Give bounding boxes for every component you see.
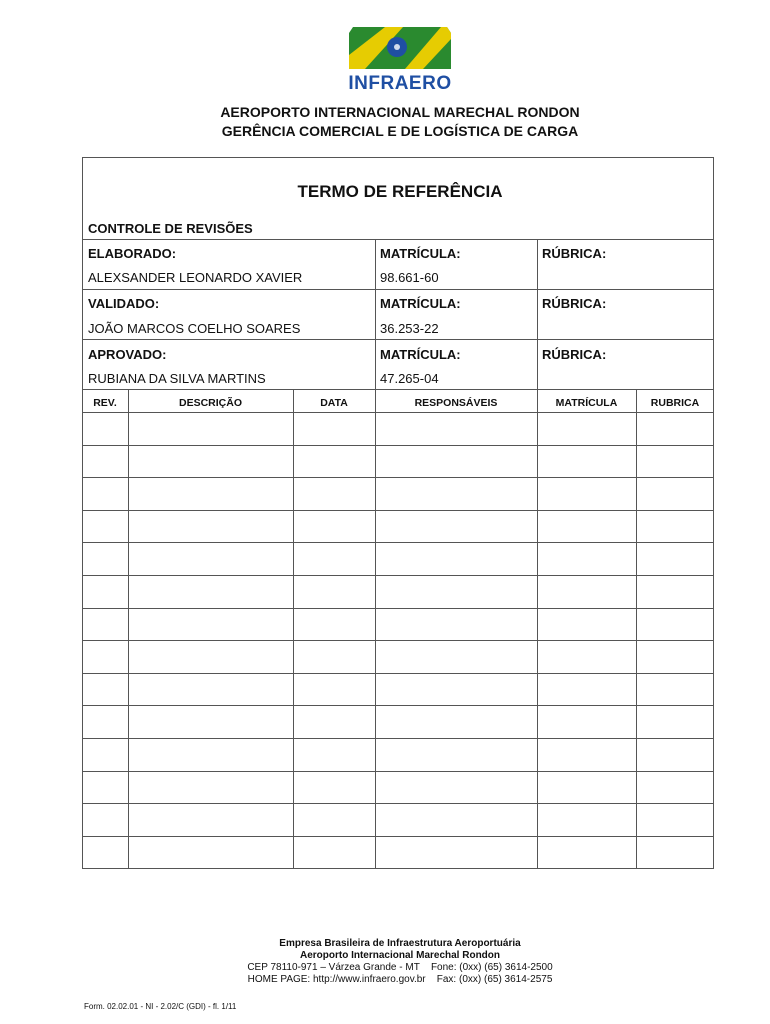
logo-emblem <box>345 25 455 73</box>
table-row-line <box>82 771 714 772</box>
table-row-line <box>82 575 714 576</box>
aprovado-matricula: 47.265-04 <box>380 371 439 386</box>
footer-airport: Aeroporto Internacional Marechal Rondon <box>299 950 501 961</box>
elaborado-label: ELABORADO: <box>88 246 177 261</box>
table-row-line <box>82 412 714 413</box>
table-row-line <box>82 803 714 804</box>
validado-label: VALIDADO: <box>88 296 160 311</box>
elaborado-matricula: 98.661-60 <box>380 270 439 285</box>
rubrica-label: RÚBRICA: <box>542 246 607 261</box>
divider <box>375 239 376 389</box>
table-row-line <box>82 673 714 674</box>
table-row-line <box>82 542 714 543</box>
table-column-line <box>293 389 294 869</box>
airport-name: AEROPORTO INTERNACIONAL MARECHAL RONDON <box>220 104 580 120</box>
footer-address-line <box>200 962 600 974</box>
divider <box>537 239 538 389</box>
matricula-label: MATRÍCULA: <box>380 246 461 261</box>
rubrica-label: RÚBRICA: <box>542 296 607 311</box>
form-code: Form. 02.02.01 - NI - 2.02/C (GDI) - fl. 1/11 <box>84 1002 237 1011</box>
table-row-line <box>82 640 714 641</box>
footer-address: CEP 78110-971 – Várzea Grande - MT <box>247 962 420 973</box>
aprovado-name: RUBIANA DA SILVA MARTINS <box>88 371 266 386</box>
table-row-line <box>82 705 714 706</box>
footer <box>200 938 600 986</box>
table-column-line <box>375 389 376 869</box>
col-header-rubrica: RUBRICA <box>650 397 700 409</box>
table-column-line <box>128 389 129 869</box>
matricula-label: MATRÍCULA: <box>380 347 461 362</box>
divider <box>82 289 714 290</box>
rubrica-label: RÚBRICA: <box>542 347 607 362</box>
matricula-label: MATRÍCULA: <box>380 296 461 311</box>
validado-name: JOÃO MARCOS COELHO SOARES <box>88 321 301 336</box>
logo-text: INFRAERO <box>348 73 452 94</box>
table-row-line <box>82 608 714 609</box>
col-header-responsaveis: RESPONSÁVEIS <box>414 397 498 409</box>
col-header-rev: REV. <box>93 397 117 409</box>
table-column-line <box>636 389 637 869</box>
table-column-line <box>537 389 538 869</box>
table-row-line <box>82 738 714 739</box>
infraero-logo <box>345 25 455 93</box>
col-header-matricula: MATRÍCULA <box>555 397 618 409</box>
footer-web-line <box>200 974 600 986</box>
footer-phone: Fone: (0xx) (65) 3614-2500 <box>430 962 553 973</box>
elaborado-name: ALEXSANDER LEONARDO XAVIER <box>88 270 303 285</box>
table-row-line <box>82 868 714 869</box>
footer-company: Empresa Brasileira de Infraestrutura Aeroportuária <box>279 938 521 949</box>
table-row-line <box>82 477 714 478</box>
aprovado-label: APROVADO: <box>88 347 167 362</box>
footer-homepage: HOME PAGE: http://www.infraero.gov.br <box>247 974 426 985</box>
document-title: TERMO DE REFERÊNCIA <box>297 182 503 201</box>
divider <box>82 339 714 340</box>
section-title: CONTROLE DE REVISÕES <box>88 221 253 236</box>
divider <box>82 389 714 390</box>
validado-matricula: 36.253-22 <box>380 321 439 336</box>
table-row-line <box>82 836 714 837</box>
divider <box>82 239 714 240</box>
table-row-line <box>82 445 714 446</box>
table-row-line <box>82 510 714 511</box>
form-frame <box>82 157 714 869</box>
department-name: GERÊNCIA COMERCIAL E DE LOGÍSTICA DE CARGA <box>221 123 579 139</box>
col-header-descricao: DESCRIÇÃO <box>178 397 242 409</box>
footer-fax: Fax: (0xx) (65) 3614-2575 <box>436 974 553 985</box>
col-header-data: DATA <box>320 397 348 409</box>
